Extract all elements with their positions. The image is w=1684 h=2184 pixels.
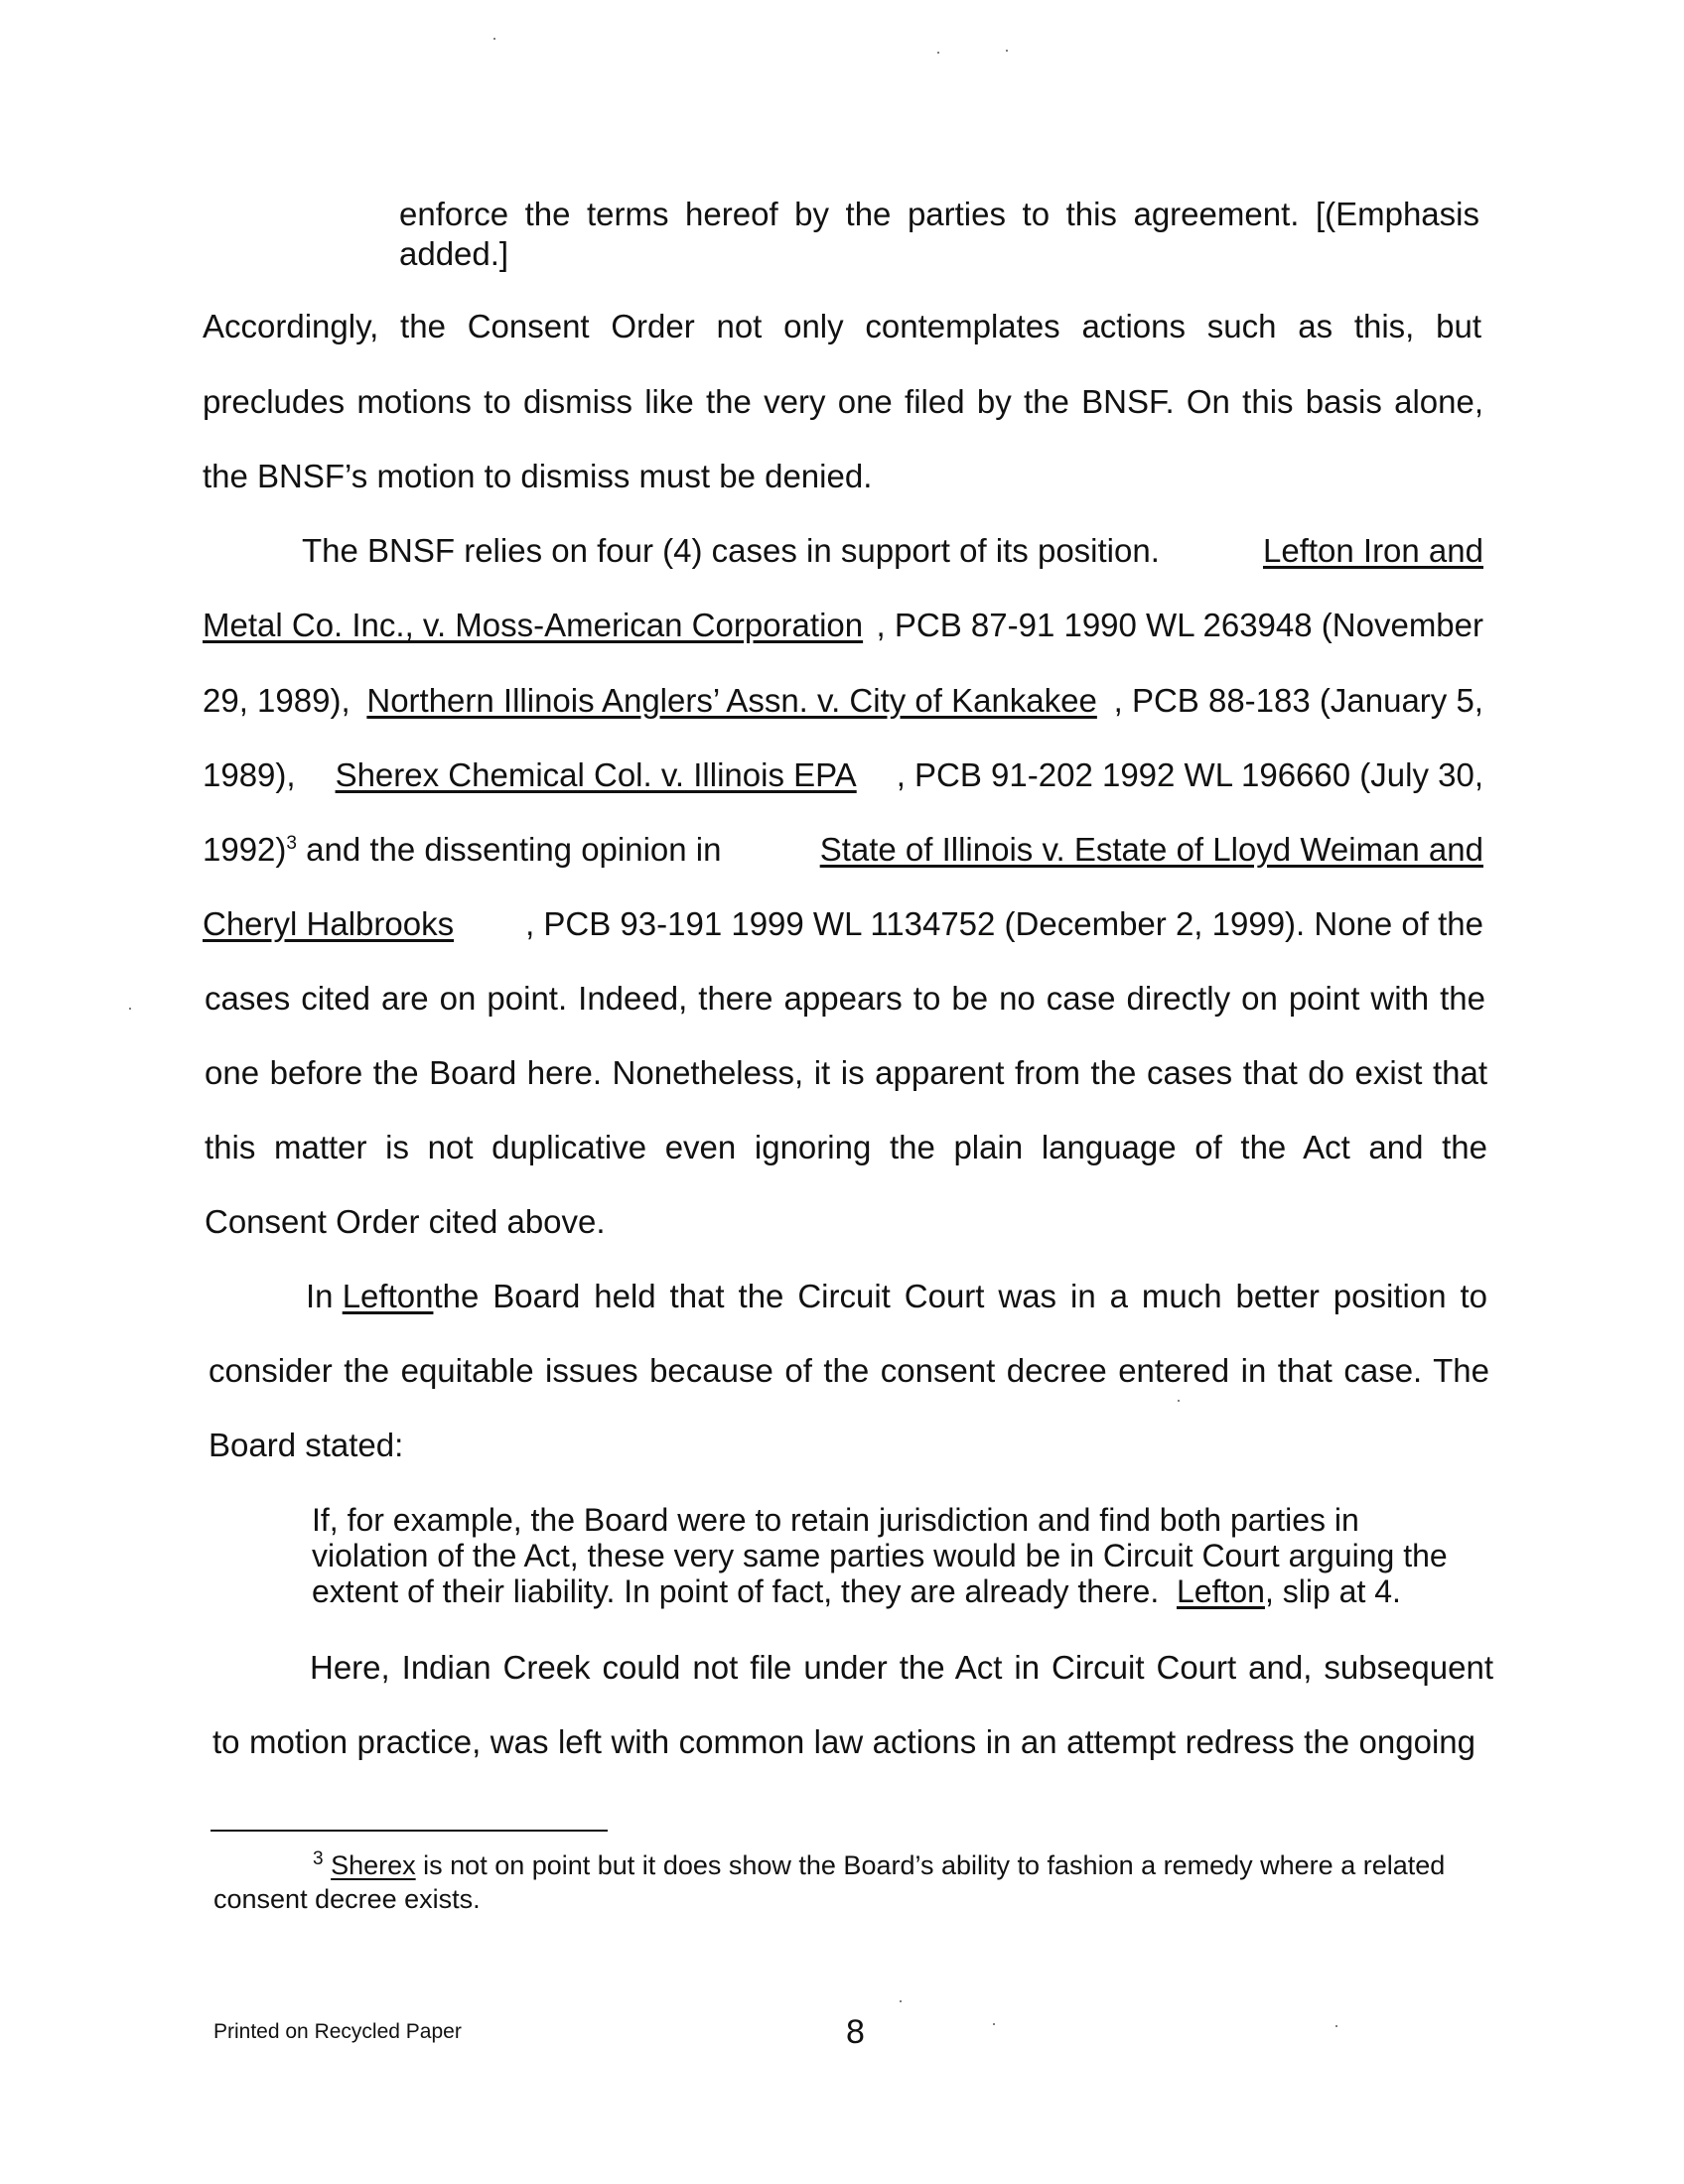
case-citation: Sherex Chemical Col. v. Illinois EPA	[335, 756, 857, 793]
body-line: consider the equitable issues because of the consent decree entered in that case. The	[209, 1352, 1489, 1389]
scan-speck	[1178, 1400, 1180, 1402]
quote-line: enforce the terms hereof by the parties to this agreement. [(Emphasis	[399, 196, 1479, 232]
footer-note: Printed on Recycled Paper	[213, 2020, 462, 2043]
case-citation: State of Illinois v. Estate of Lloyd Weiman and	[819, 831, 1483, 868]
quote-line: added.]	[399, 235, 509, 272]
quote-line: extent of their liability. In point of fact, they are already there. Lefton, slip at 4.	[312, 1573, 1401, 1609]
body-line: this matter is not duplicative even ignoring the plain language of the Act and the	[205, 1129, 1487, 1165]
body-line: 1989), Sherex Chemical Col. v. Illinois EPA , PCB 91-202 1992 WL 196660 (July 30,	[203, 756, 1483, 793]
body-line: 1992)$^3$ and the dissenting opinion in State of Illinois v. Estate of Lloyd Weiman and	[203, 831, 1483, 868]
body-line: to motion practice, was left with common law actions in an attempt redress the ongoing	[212, 1723, 1475, 1760]
quote-line: violation of the Act, these very same parties would be in Circuit Court arguing the	[312, 1538, 1448, 1573]
page-number: 8	[846, 2013, 865, 2051]
scan-speck	[937, 52, 939, 54]
body-line: In Lefton the Board held that the Circuit Court was in a much better position to	[306, 1278, 1487, 1314]
case-citation: Cheryl Halbrooks	[203, 905, 455, 942]
body-line: cases cited are on point. Indeed, there appears to be no case directly on point with the	[205, 980, 1485, 1017]
scan-speck	[493, 38, 495, 40]
body-line: Accordingly, the Consent Order not only contemplates actions such as this, but	[203, 308, 1481, 344]
footnote-line: consent decree exists.	[213, 1884, 481, 1914]
case-citation: Northern Illinois Anglers’ Assn. v. City of Kankakee	[366, 682, 1097, 719]
footnote-number: 3	[313, 1848, 324, 1869]
body-line: Here, Indian Creek could not file under the Act in Circuit Court and, subsequent	[310, 1649, 1493, 1686]
quote-line: If, for example, the Board were to retain jurisdiction and find both parties in	[312, 1502, 1359, 1538]
case-citation: Sherex	[331, 1850, 416, 1880]
footnote-line: $^3$ Sherex is not on point but it does show the Board’s ability to fashion a remedy where a related	[313, 1848, 1446, 1880]
scan-speck	[1006, 50, 1008, 52]
scan-speck	[900, 2000, 902, 2002]
case-citation: Lefton	[342, 1278, 434, 1314]
case-citation: Lefton	[1176, 1573, 1265, 1609]
scan-speck	[129, 1008, 131, 1010]
body-line: Metal Co. Inc., v. Moss-American Corporation , PCB 87-91 1990 WL 263948 (November	[203, 607, 1483, 643]
body-line: Consent Order cited above.	[205, 1203, 606, 1240]
body-line: the BNSF’s motion to dismiss must be denied.	[203, 458, 873, 494]
body-line: Cheryl Halbrooks , PCB 93-191 1999 WL 1134752 (December 2, 1999). None of the	[203, 905, 1483, 942]
scan-speck	[1335, 2025, 1337, 2027]
body-line: The BNSF relies on four (4) cases in support of its position. Lefton Iron and	[302, 532, 1483, 569]
footnote-marker: 3	[286, 833, 297, 854]
footnote-rule	[210, 1830, 608, 1832]
scan-speck	[993, 2023, 995, 2025]
case-citation: Metal Co. Inc., v. Moss-American Corporation	[203, 607, 864, 643]
case-citation: Lefton Iron and	[1262, 532, 1483, 569]
body-line: 29, 1989), Northern Illinois Anglers’ Assn. v. City of Kankakee , PCB 88-183 (January 5,	[203, 682, 1483, 719]
body-line: Board stated:	[209, 1427, 404, 1463]
body-line: precludes motions to dismiss like the very one filed by the BNSF. On this basis alone,	[203, 383, 1483, 420]
body-line: one before the Board here. Nonetheless, it is apparent from the cases that do exist that	[205, 1054, 1487, 1091]
